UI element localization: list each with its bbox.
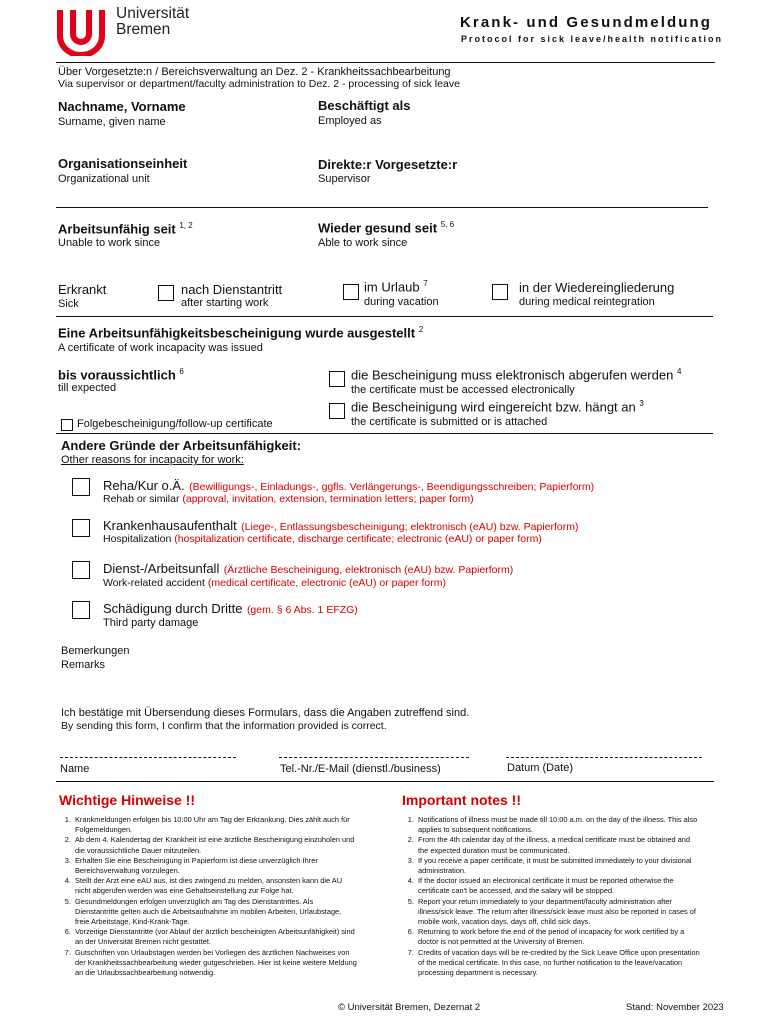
- list-item: 2. From the 4th calendar day of the illness, a medical certificate must be obtained and the expected duration must be communicated.: [416, 835, 702, 855]
- rehab-label: Reha/Kur o.Ä.: [103, 478, 185, 493]
- org-unit-label: Organisationseinheit: [58, 156, 188, 171]
- list-item: 6. Vorzeitige Dienstantritte (vor Ablauf der ärztlich bescheinigten Arbeitsunfähigkeit) sind an der Universität Bremen nicht gestattet.: [73, 927, 357, 947]
- paper-certificate-checkbox[interactable]: [329, 403, 345, 419]
- rehab-sublabel: Rehab or similar: [103, 493, 180, 505]
- third-party-checkbox[interactable]: [72, 601, 90, 619]
- accident-subnote: (medical certificate, electronic (eAU) or paper form): [207, 577, 446, 589]
- accident-note: (Ärztliche Bescheinigung, elektronisch (eAU) bzw. Papierform): [223, 564, 514, 576]
- list-item: 4. If the doctor issued an electronical certificate it must be reported otherwise the certificate can't be accessed, and the salary will be stopped.: [416, 876, 702, 896]
- able-since-sublabel: Able to work since: [318, 237, 408, 249]
- confirm-text-en: By sending this form, I confirm that the information provided is correct.: [61, 720, 387, 732]
- header-divider: [56, 62, 715, 63]
- reintegration-checkbox[interactable]: [492, 284, 508, 300]
- org-unit-sublabel: Organizational unit: [58, 173, 150, 185]
- unable-since-label: Arbeitsunfähig seit $^{1, 2}$: [58, 221, 193, 237]
- section-divider: [56, 781, 714, 782]
- signature-name-label: Name: [60, 763, 90, 775]
- sick-label: Erkrankt: [58, 282, 107, 297]
- after-start-sublabel: after starting work: [181, 297, 269, 309]
- vacation-checkbox[interactable]: [343, 284, 359, 300]
- third-party-label: Schädigung durch Dritte: [103, 601, 243, 616]
- certificate-heading: Eine Arbeitsunfähigkeitsbescheinigung wurde ausgestellt $^2$: [58, 325, 424, 341]
- list-item: 2. Ab dem 4. Kalendertag der Krankheit ist eine ärztliche Bescheinigung einzuholen und die voraussichtliche Dauer mitzuteilen.: [73, 835, 357, 855]
- followup-label: Folgebescheinigung/follow-up certificate: [77, 418, 273, 430]
- accident-sublabel: Work-related accident: [103, 577, 205, 589]
- date-signature-line[interactable]: [506, 757, 702, 758]
- notes-en-heading: Important notes !!: [402, 792, 521, 808]
- footer-copyright: © Universität Bremen, Dezernat 2: [338, 1002, 481, 1013]
- signature-date-label: Datum (Date): [507, 762, 574, 774]
- electronic-certificate-sublabel: the certificate must be accessed electronically: [351, 384, 575, 396]
- confirm-text-de: Ich bestätige mit Übersendung dieses Formulars, dass die Angaben zutreffend sind.: [61, 707, 470, 719]
- after-start-checkbox[interactable]: [158, 285, 174, 301]
- reintegration-label: in der Wiedereingliederung: [519, 280, 675, 295]
- logo-mark-icon: [56, 8, 106, 56]
- list-item: 3. If you receive a paper certificate, it must be submitted immediately to your divisional administration.: [416, 856, 702, 876]
- list-item: 1. Krankmeldungen erfolgen bis 10:00 Uhr am Tag der Erkrankung. Dies zählt auch für Folgemeldungen.: [73, 815, 357, 835]
- paper-certificate-label: die Bescheinigung wird eingereicht bzw. hängt an $^3$: [351, 399, 644, 415]
- notes-en-list: [400, 815, 702, 978]
- hospital-checkbox[interactable]: [72, 519, 90, 537]
- followup-checkbox[interactable]: [61, 419, 73, 431]
- accident-checkbox[interactable]: [72, 561, 90, 579]
- unable-since-sublabel: Unable to work since: [58, 237, 161, 249]
- remarks-sublabel: Remarks: [61, 659, 106, 671]
- logo-text-line1: Universität: [116, 5, 190, 22]
- rehab-note: (Bewilligungs-, Einladungs-, ggfls. Verlängerungs-, Beendigungsschreiben; Papierform): [189, 481, 595, 493]
- after-start-label: nach Dienstantritt: [181, 282, 283, 297]
- other-reasons-subheading: Other reasons for incapacity for work:: [61, 454, 244, 466]
- electronic-certificate-checkbox[interactable]: [329, 371, 345, 387]
- vacation-sublabel: during vacation: [364, 296, 439, 308]
- employed-label: Beschäftigt als: [318, 98, 411, 113]
- rehab-subnote: (approval, invitation, extension, termination letters; paper form): [182, 493, 474, 505]
- third-party-note: (gem. § 6 Abs. 1 EFZG): [246, 604, 358, 616]
- list-item: 1. Notifications of illness must be made till 10:00 a.m. on the day of the illness. This also applies to subsequent notifications.: [416, 815, 702, 835]
- logo-text-line2: Bremen: [116, 21, 171, 38]
- signature-contact-label: Tel.-Nr./E-Mail (dienstl./business): [280, 763, 441, 775]
- list-item: 7. Credits of vacation days will be re-credited by the Sick Leave Office upon presentation of the medical certificate. In this case, no further notification to the leave/vacation processing department is necessary.: [416, 948, 702, 979]
- list-item: 6. Returning to work before the end of the period of incapacity for work certified by a doctor is not permitted at the University of Bremen.: [416, 927, 702, 947]
- hospital-subnote: (hospitalization certificate, discharge certificate; electronic (eAU) or paper form): [174, 533, 542, 545]
- name-signature-line[interactable]: [60, 757, 236, 758]
- remarks-label: Bemerkungen: [61, 645, 130, 657]
- section-divider: [56, 207, 708, 208]
- till-expected-sublabel: till expected: [58, 382, 117, 394]
- electronic-certificate-label: die Bescheinigung muss elektronisch abgerufen werden $^4$: [351, 367, 682, 383]
- accident-label: Dienst-/Arbeitsunfall: [103, 561, 220, 576]
- hospital-label: Krankenhausaufenthalt: [103, 518, 237, 533]
- form-subtitle: Protocol for sick leave/health notification: [461, 34, 724, 44]
- reintegration-sublabel: during medical reintegration: [519, 296, 655, 308]
- sick-sublabel: Sick: [58, 298, 79, 310]
- able-since-label: Wieder gesund seit $^{5, 6}$: [318, 220, 455, 236]
- list-item: 7. Gutschriften von Urlaubstagen werden bei Vorliegen des ärztlichen Nachweises von der Krankheitssachbearbeitung wieder gutgeschrieben. Hier ist keine weitere Meldung an die Urlaubssachbearbeitung notwendig.: [73, 948, 357, 979]
- till-expected-label: bis voraussichtlich $^6$: [58, 367, 184, 383]
- form-title: Krank- und Gesundmeldung: [460, 14, 713, 31]
- footer-version: Stand: November 2023: [626, 1002, 724, 1013]
- name-sublabel: Surname, given name: [58, 116, 166, 128]
- supervisor-sublabel: Supervisor: [318, 173, 371, 185]
- university-logo: [56, 5, 216, 56]
- certificate-subheading: A certificate of work incapacity was issued: [58, 342, 263, 354]
- rehab-checkbox[interactable]: [72, 478, 90, 496]
- third-party-sublabel: Third party damage: [103, 617, 199, 629]
- section-divider: [56, 433, 713, 434]
- notes-de-list: [57, 815, 357, 978]
- section-divider: [56, 316, 713, 317]
- other-reasons-heading: Andere Gründe der Arbeitsunfähigkeit:: [61, 438, 302, 453]
- list-item: 4. Stellt der Arzt eine eAU aus, ist dies zwingend zu melden, ansonsten kann die AU nicht abgerufen werden was eine Gehaltseinstellung zur Folge hat.: [73, 876, 357, 896]
- hospital-sublabel: Hospitalization: [103, 533, 172, 545]
- hospital-note: (Liege-, Entlassungsbescheinigung; elektronisch (eAU) bzw. Papierform): [241, 521, 579, 533]
- list-item: 5. Gesundmeldungen erfolgen unverzüglich am Tag des Dienstantrittes. Als Dienstantritte gelten auch die Arbeitsaufnahme im mobilen Arbeiten, Urlaubstage, freie Arbeitstage, Kind-Krank-Tage.: [73, 897, 357, 928]
- supervisor-label: Direkte:r Vorgesetzte:r: [318, 157, 458, 172]
- list-item: 3. Erhalten Sie eine Bescheinigung in Papierform ist diese unverzüglich Ihrer Bereichsverwaltung vorzulegen.: [73, 856, 357, 876]
- via-text-de: Über Vorgesetzte:n / Bereichsverwaltung an Dez. 2 - Krankheitssachbearbeitung: [58, 66, 451, 78]
- vacation-label: im Urlaub $^7$: [364, 279, 428, 295]
- notes-de-heading: Wichtige Hinweise !!: [59, 792, 196, 808]
- via-text-en: Via supervisor or department/faculty administration to Dez. 2 - processing of sick leave: [58, 78, 460, 90]
- employed-sublabel: Employed as: [318, 115, 382, 127]
- name-label: Nachname, Vorname: [58, 99, 186, 114]
- paper-certificate-sublabel: the certificate is submitted or is attached: [351, 416, 548, 428]
- list-item: 5. Report your return immediately to your department/faculty administration after illness/sick leave. The return after illness/sick leave must also be reported in cases of mobile work, vacation days, days off, child sick days.: [416, 897, 702, 928]
- contact-signature-line[interactable]: [279, 757, 469, 758]
